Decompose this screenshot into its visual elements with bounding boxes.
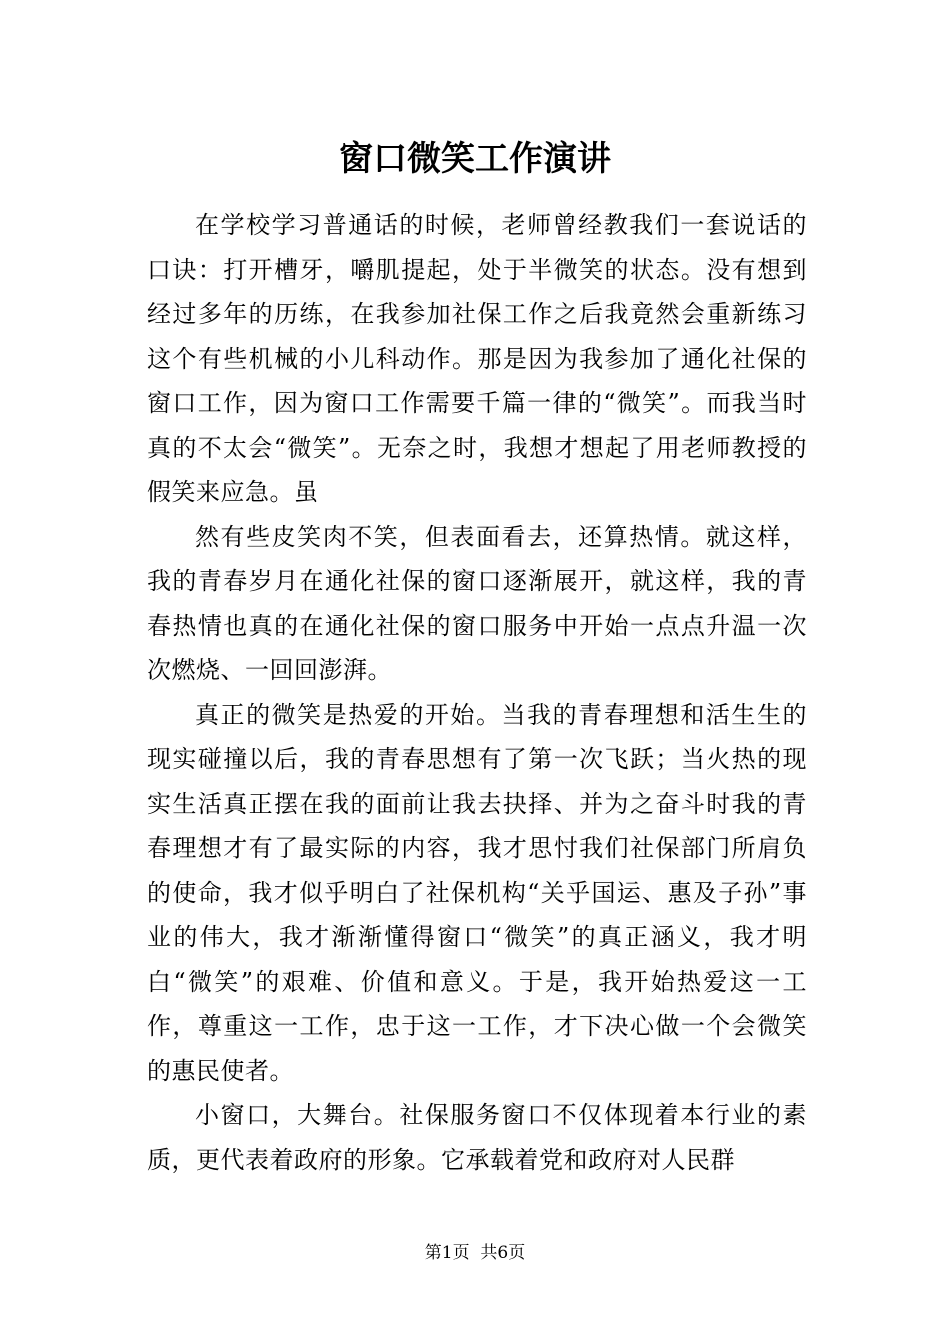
page-number-footer: 第1页 共6页 [424, 1243, 526, 1263]
document-body [147, 203, 807, 1182]
paragraph-3: 真正的微笑是热爱的开始。当我的青春理想和活生生的现实碰撞以后，我的青春思想有了第一次飞跃；当火热的现实生活真正摆在我的面前让我去抉择、并为之奋斗时我的青春理想才有了最实际的内容，我才思忖我们社保部门所肩负的使命，我才似乎明白了社保机构“关乎国运、惠及子孙”事业的伟大，我才渐渐懂得窗口“微笑”的真正涵义，我才明白“微笑”的艰难、价值和意义。于是，我开始热爱这一工作，尊重这一工作，忠于这一工作，才下决心做一个会微笑的惠民使者。 [147, 700, 807, 1085]
paragraph-2: 然有些皮笑肉不笑，但表面看去，还算热情。就这样，我的青春岁月在通化社保的窗口逐渐展开，就这样，我的青春热情也真的在通化社保的窗口服务中开始一点点升温一次次燃烧、一回回澎湃。 [147, 522, 807, 684]
page-title: 窗口微笑工作演讲 [339, 139, 611, 179]
paragraph-1: 在学校学习普通话的时候，老师曾经教我们一套说话的口诀：打开槽牙，嚼肌提起，处于半微笑的状态。没有想到经过多年的历练，在我参加社保工作之后我竟然会重新练习这个有些机械的小儿科动作。那是因为我参加了通化社保的窗口工作，因为窗口工作需要千篇一律的“微笑”。而我当时真的不太会“微笑”。无奈之时，我想才想起了用老师教授的假笑来应急。虽 [147, 211, 807, 506]
paragraph-4: 小窗口，大舞台。社保服务窗口不仅体现着本行业的素质，更代表着政府的形象。它承载着党和政府对人民群 [147, 1101, 807, 1174]
